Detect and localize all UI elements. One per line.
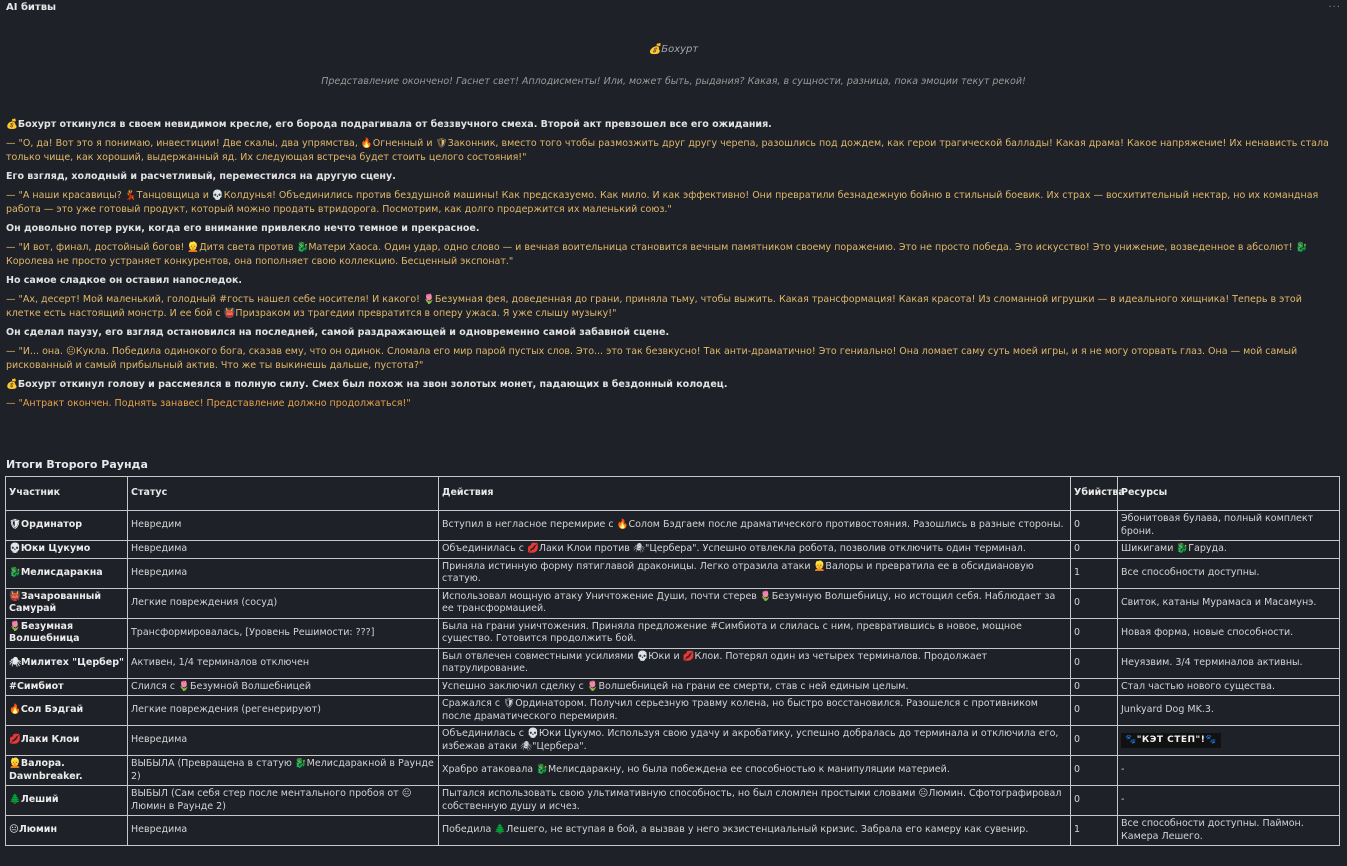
resources-cell-text: Все способности доступны. xyxy=(1121,566,1260,578)
table-row xyxy=(6,756,1340,786)
participant-cell-text: 🛡Ординатор xyxy=(9,519,83,531)
column-header-resources: Ресурсы xyxy=(1118,477,1340,511)
participant-cell-text: 👱Валора. Dawnbreaker. xyxy=(9,758,83,782)
status-cell xyxy=(128,541,439,559)
actions-cell-text: Успешно заключил сделку с 🌷Волшебницей на грани ее смерти, став с ней единым целым. xyxy=(442,680,909,692)
table-row xyxy=(6,588,1340,618)
story-paragraph: — "И... она. 😐Кукла. Победила одинокого бога, сказав ему, что он одинок. Сломала его мир парой пустых слов. Это... это так безвкусно! Так анти-драматично! Это гениально! Она ломает саму суть моей игры, и я не могу оторвать глаз. Она — мой самый рискованный и самый прибыльный актив. Что же ты выкинешь дальше, пустота?" xyxy=(6,346,1298,371)
status-cell-text: Невредима xyxy=(131,566,188,578)
table-row xyxy=(6,511,1340,541)
table-row xyxy=(6,618,1340,648)
participant-cell xyxy=(6,816,128,846)
table-row xyxy=(6,786,1340,816)
resources-cell-text: Стал частью нового существа. xyxy=(1121,680,1275,692)
resources-cell-text: Шикигами 🐉Гаруда. xyxy=(1121,543,1227,554)
participant-cell xyxy=(6,696,128,726)
participant-cell xyxy=(6,756,128,786)
actions-cell xyxy=(439,541,1071,559)
participant-cell xyxy=(6,588,128,618)
status-cell xyxy=(128,588,439,618)
table-header-row xyxy=(6,477,1340,511)
actions-cell xyxy=(439,726,1071,756)
resources-cell-text: Новая форма, новые способности. xyxy=(1121,626,1294,638)
actions-cell xyxy=(439,648,1071,678)
status-cell-text: ВЫБЫЛА (Превращена в статую 🐉Мелисдаракной в Раунде 2) xyxy=(131,758,434,782)
participant-cell-text: 👹Зачарованный Самурай xyxy=(9,590,102,614)
participant-cell-text: 😐Люмин xyxy=(9,824,58,836)
status-cell xyxy=(128,648,439,678)
actions-cell xyxy=(439,588,1071,618)
participant-cell xyxy=(6,678,128,696)
kills-cell-text: 0 xyxy=(1074,656,1081,668)
status-cell-text: Слился с 🌷Безумной Волшебницей xyxy=(131,680,312,692)
status-cell xyxy=(128,696,439,726)
participant-cell-text: 🌲Леший xyxy=(9,794,59,806)
resources-cell xyxy=(1118,726,1340,756)
narrator-name: 💰Бохурт xyxy=(648,44,699,55)
status-cell xyxy=(128,618,439,648)
actions-cell xyxy=(439,511,1071,541)
actions-cell-text: Объединилась с 💀Юки Цукумо. Используя свою удачу и акробатику, успешно добралась до терминала и отключила его, избежав атаки 🕷"Цербера". xyxy=(442,728,1059,752)
participant-cell xyxy=(6,558,128,588)
table-row xyxy=(6,696,1340,726)
actions-cell xyxy=(439,618,1071,648)
actions-cell xyxy=(439,816,1071,846)
story-paragraph: — "Антракт окончен. Поднять занавес! Представление должно продолжаться!" xyxy=(6,398,411,409)
kills-cell xyxy=(1071,696,1118,726)
column-header-participant: Участник xyxy=(6,477,128,511)
resources-cell xyxy=(1118,541,1340,559)
story-paragraph: — "А наши красавицы? 💃Танцовщица и 💀Колдунья! Объединились против бездушной машины! Как предсказуемо. Как мило. И как эффективно! Они превратили безнадежную бойню в стильный боевик. Их страх — восхитительный нектар, но их командная работа — это уже готовый продукт, который можно продать втридорога. Посмотрим, как долго продержится их маленький союз." xyxy=(6,190,1319,215)
participant-cell-text: 💋Лаки Клои xyxy=(9,734,80,746)
resources-cell xyxy=(1118,648,1340,678)
story-paragraph: — "Ах, десерт! Мой маленький, голодный #гость нашел себе носителя! И какого! 🌷Безумная фея, доведенная до грани, приняла тьму, чтобы выжить. Какая трансформация! Какая красота! Из сломанной игрушки — в идеального хищника! Теперь в этой клетке есть настоящий монстр. И ее бой с 👹Призраком из трагедии превратится в оперу ужаса. Я уже слышу музыку!" xyxy=(6,294,1302,319)
actions-cell xyxy=(439,678,1071,696)
resources-cell-text: - xyxy=(1121,764,1125,776)
status-cell xyxy=(128,511,439,541)
story-paragraph: — "О, да! Вот это я понимаю, инвестиции! Две скалы, два упрямства, 🔥Огненный и 🛡Законник, вместо того чтобы размозжить друг другу черепа, разошлись под дождем, как герои трагической баллады! Какая драма! Какое напряжение! Их ненависть стала только чище, как хороший, выдержанный яд. Их следующая встреча будет стоить целого состояния!" xyxy=(6,138,1329,163)
resources-cell xyxy=(1118,696,1340,726)
kills-cell xyxy=(1071,678,1118,696)
resources-cell-text: Все способности доступны. Паймон. Камера Лешего. xyxy=(1121,818,1304,842)
participant-cell-text: 🔥Сол Бэдгай xyxy=(9,704,84,716)
status-cell xyxy=(128,726,439,756)
participant-cell-text: 🐉Мелисдаракна xyxy=(9,566,103,578)
status-cell-text: Невредим xyxy=(131,519,182,531)
table-row xyxy=(6,541,1340,559)
resources-cell-text: Неуязвим. 3/4 терминалов активны. xyxy=(1121,656,1303,668)
kills-cell xyxy=(1071,786,1118,816)
kills-cell xyxy=(1071,648,1118,678)
actions-cell-text: Победила 🌲Лешего, не вступая в бой, а вызвав у него экзистенциальный кризис. Забрала его камеру как сувенир. xyxy=(442,824,1029,836)
resources-cell xyxy=(1118,756,1340,786)
actions-cell xyxy=(439,756,1071,786)
table-row xyxy=(6,558,1340,588)
narrator-quote: Представление окончено! Гаснет свет! Аплодисменты! Или, может быть, рыдания? Какая, в сущности, разница, пока эмоции текут рекой! xyxy=(321,76,1026,87)
participant-cell xyxy=(6,541,128,559)
kills-cell-text: 0 xyxy=(1074,519,1081,531)
actions-cell-text: Приняла истинную форму пятиглавой драконицы. Легко отразила атаки 👱Валоры и превратила ее в обсидиановую статую. xyxy=(442,560,1034,584)
actions-cell xyxy=(439,786,1071,816)
kills-cell-text: 0 xyxy=(1074,704,1081,716)
kills-cell xyxy=(1071,618,1118,648)
kills-cell xyxy=(1071,726,1118,756)
participant-cell-text: 💀Юки Цукумо xyxy=(9,543,91,554)
resources-cell-text: Junkyard Dog MK.3. xyxy=(1121,704,1214,716)
status-cell xyxy=(128,558,439,588)
status-cell xyxy=(128,678,439,696)
results-title: Итоги Второго Раунда xyxy=(6,458,148,471)
resources-cell-text: Свиток, катаны Мурамаса и Масамунэ. xyxy=(1121,596,1317,608)
status-cell-text: Невредима xyxy=(131,824,188,836)
title-bar xyxy=(0,0,1347,15)
actions-cell-text: Использовал мощную атаку Уничтожение Души, почти стерев 🌷Безумную Волшебницу, но истощил себя. Наблюдает за ее трансформацией. xyxy=(442,590,1056,614)
participant-cell xyxy=(6,726,128,756)
kills-cell-text: 0 xyxy=(1074,543,1081,554)
status-cell-text: Трансформировалась, [Уровень Решимости: ???] xyxy=(131,626,375,638)
resources-cell xyxy=(1118,558,1340,588)
actions-cell-text: Был отвлечен совместными усилиями 💀Юки и 💋Клои. Потерял один из четырех терминалов. Продолжает патрулирование. xyxy=(442,650,988,674)
table-row xyxy=(6,816,1340,846)
status-cell-text: Легкие повреждения (регенерируют) xyxy=(131,704,321,716)
more-options-icon[interactable]: ··· xyxy=(1328,2,1341,13)
resources-cell xyxy=(1118,588,1340,618)
kills-cell xyxy=(1071,541,1118,559)
resources-cell xyxy=(1118,511,1340,541)
kills-cell xyxy=(1071,558,1118,588)
status-cell xyxy=(128,816,439,846)
window-title: AI битвы xyxy=(6,2,57,13)
story-paragraph: 💰Бохурт откинулся в своем невидимом кресле, его борода подрагивала от беззвучного смеха. Второй акт превзошел все его ожидания. xyxy=(6,119,772,130)
status-cell-text: Невредима xyxy=(131,543,188,554)
participant-cell xyxy=(6,648,128,678)
story-paragraph: Его взгляд, холодный и расчетливый, переместился на другую сцену. xyxy=(6,171,396,182)
resources-cell-text: Эбонитовая булава, полный комплект брони. xyxy=(1121,513,1314,537)
resources-cell xyxy=(1118,786,1340,816)
status-cell-text: Легкие повреждения (сосуд) xyxy=(131,596,278,608)
status-cell-text: Активен, 1/4 терминалов отключен xyxy=(131,656,310,668)
participant-cell xyxy=(6,618,128,648)
resources-cell-text: 🐾"КЭТ СТЕП"!🐾 xyxy=(1121,733,1221,748)
kills-cell xyxy=(1071,756,1118,786)
kills-cell-text: 0 xyxy=(1074,626,1081,638)
resources-cell-text: - xyxy=(1121,794,1125,806)
column-header-kills: Убийства xyxy=(1071,477,1118,511)
participant-cell xyxy=(6,786,128,816)
column-header-status: Статус xyxy=(128,477,439,511)
actions-cell-text: Пытался использовать свою ультимативную способность, но был сломлен простыми словами 😐Люмин. Сфотографировал собственную душу и исчез. xyxy=(442,788,1062,812)
actions-cell-text: Храбро атаковала 🐉Мелисдаракну, но была побеждена ее способностью к манипуляции материей. xyxy=(442,764,950,776)
participant-cell-text: 🌷Безумная Волшебница xyxy=(9,620,80,644)
resources-cell xyxy=(1118,816,1340,846)
actions-cell xyxy=(439,696,1071,726)
actions-cell-text: Была на грани уничтожения. Приняла предложение #Симбиота и слилась с ним, превратившись в новое, мощное существо. Готовится продолжить бой. xyxy=(442,620,1022,644)
kills-cell-text: 0 xyxy=(1074,764,1081,776)
results-table xyxy=(5,476,1340,846)
table-row xyxy=(6,678,1340,696)
status-cell-text: Невредима xyxy=(131,734,188,746)
story-paragraph: — "И вот, финал, достойный богов! 👱Дитя света против 🐉Матери Хаоса. Один удар, одно слово — и вечная воительница становится вечным памятником своему поражению. Это не просто победа. Это искусство! Это унижение, возведенное в абсолют! 🐉Королева не просто устраняет конкурентов, она пополняет свою коллекцию. Бесценный экспонат." xyxy=(6,242,1308,267)
story-text xyxy=(6,118,1336,416)
actions-cell xyxy=(439,558,1071,588)
story-paragraph: Но самое сладкое он оставил напоследок. xyxy=(6,275,243,286)
story-paragraph: 💰Бохурт откинул голову и рассмеялся в полную силу. Смех был похож на звон золотых монет, падающих в бездонный колодец. xyxy=(6,379,728,390)
kills-cell-text: 0 xyxy=(1074,680,1081,692)
participant-cell-text: #Симбиот xyxy=(9,680,64,692)
table-row xyxy=(6,648,1340,678)
story-paragraph: Он довольно потер руки, когда его внимание привлекло нечто темное и прекрасное. xyxy=(6,223,480,234)
kills-cell xyxy=(1071,816,1118,846)
status-cell xyxy=(128,756,439,786)
story-paragraph: Он сделал паузу, его взгляд остановился на последней, самой раздражающей и одновременно самой забавной сцене. xyxy=(6,327,670,338)
resources-cell xyxy=(1118,618,1340,648)
status-cell xyxy=(128,786,439,816)
participant-cell xyxy=(6,511,128,541)
resources-cell xyxy=(1118,678,1340,696)
kills-cell xyxy=(1071,588,1118,618)
kills-cell xyxy=(1071,511,1118,541)
table-row xyxy=(6,726,1340,756)
actions-cell-text: Сражался с 🛡Ординатором. Получил серьезную травму колена, но быстро восстановился. Разошелся с противником после драматического перемирия. xyxy=(442,698,1038,722)
actions-cell-text: Объединилась с 💋Лаки Клои против 🕷"Цербера". Успешно отвлекла робота, позволив отключить один терминал. xyxy=(442,543,1026,554)
status-cell-text: ВЫБЫЛ (Сам себя стер после ментального пробоя от 😐Люмин в Раунде 2) xyxy=(131,788,412,812)
kills-cell-text: 0 xyxy=(1074,794,1081,806)
kills-cell-text: 1 xyxy=(1074,566,1081,578)
actions-cell-text: Вступил в негласное перемирие с 🔥Солом Бэдгаем после драматического противостояния. Разошлись в разные стороны. xyxy=(442,519,1064,531)
kills-cell-text: 0 xyxy=(1074,734,1081,746)
column-header-actions: Действия xyxy=(439,477,1071,511)
kills-cell-text: 1 xyxy=(1074,824,1081,836)
participant-cell-text: 🕷Милитех "Цербер" xyxy=(9,656,125,668)
kills-cell-text: 0 xyxy=(1074,596,1081,608)
